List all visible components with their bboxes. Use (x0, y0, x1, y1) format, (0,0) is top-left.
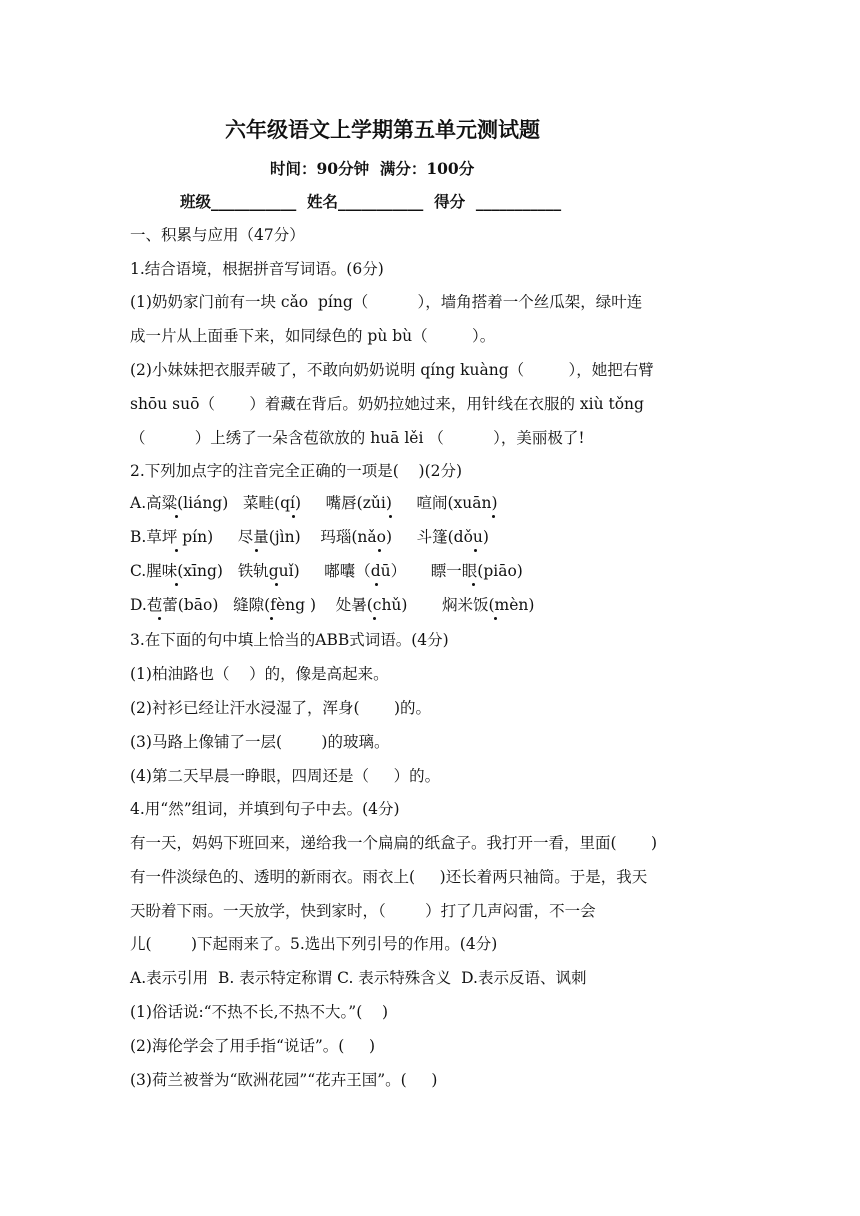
page-title: 六年级语文上学期第五单元测试题 (225, 118, 540, 142)
emphasis-dot (292, 515, 295, 518)
option-d: D.苞蕾(bāo) 缝隙(fèng ) 处暑(chǔ) 焖米饭(mèn) (130, 596, 535, 614)
emphasis-dot (389, 515, 392, 518)
option-a: A.高粱(liáng) 菜畦(qí) 嘴唇(zǔi) 喧闹(xuān) (130, 494, 498, 512)
question-text: (1)奶奶家门前有一块 cǎo píng（ ），墙角搭着一个丝瓜架，绿叶连 (130, 293, 643, 311)
question-text: (2)海伦学会了用手指“说话”。( ) (130, 1037, 376, 1055)
passage-text: 天盼着下雨。一天放学，快到家时，（ ）打了几声闷雷，不一会 (130, 902, 596, 920)
question-text: shōu suō（ ）着藏在背后。奶奶拉她过来，用针线在衣服的 xiù tǒng (130, 395, 644, 413)
question-text: (1)柏油路也（ ）的，像是高起来。 (130, 665, 389, 683)
passage-text: 儿( )下起雨来了。5.选出下列引号的作用。(4分) (130, 935, 498, 953)
question-text: （ ）上绣了一朵含苞欲放的 huā lěi （ ），美丽极了! (130, 429, 585, 447)
emphasis-dot (492, 515, 495, 518)
emphasis-dot (472, 583, 475, 586)
emphasis-dot (175, 583, 178, 586)
question-3: 3.在下面的句中填上恰当的ABB式词语。(4分) (130, 631, 449, 649)
question-text: (2)衬衫已经让汗水浸湿了，浑身( )的。 (130, 699, 432, 717)
emphasis-dot (270, 617, 273, 620)
emphasis-dot (373, 617, 376, 620)
emphasis-dot (158, 617, 161, 620)
passage-text: 有一件淡绿色的、透明的新雨衣。雨衣上( )还长着两只袖筒。于是，我天 (130, 868, 648, 886)
options-line: A.表示引用 B. 表示特定称谓 C. 表示特殊含义 D.表示反语、讽刺 (130, 969, 587, 987)
passage-text: 有一天，妈妈下班回来，递给我一个扁扁的纸盒子。我打开一看，里面( ) (130, 834, 658, 852)
question-text: (1)俗话说:“不热不长,不热不大。”( ) (130, 1003, 389, 1021)
question-text: (2)小妹妹把衣服弄破了，不敢向奶奶说明 qíng kuàng（ ），她把右臂 (130, 361, 654, 379)
emphasis-dot (375, 583, 378, 586)
emphasis-dot (255, 549, 258, 552)
question-text: (3)马路上像铺了一层( )的玻璃。 (130, 733, 390, 751)
question-1: 1.结合语境，根据拼音写词语。(6分) (130, 260, 384, 278)
section-heading: 一、积累与应用（47分） (130, 226, 305, 244)
emphasis-dot (474, 549, 477, 552)
emphasis-dot (175, 549, 178, 552)
emphasis-dot (275, 583, 278, 586)
question-text: (4)第二天早晨一睁眼，四周还是（ ）的。 (130, 767, 441, 785)
emphasis-dot (494, 617, 497, 620)
question-text: (3)荷兰被誉为“欧洲花园”“花卉王国”。( ) (130, 1071, 438, 1089)
question-2: 2.下列加点字的注音完全正确的一项是( )(2分) (130, 462, 463, 480)
option-c: C.腥味(xīng) 铁轨guǐ) 嘟囔（dū） 瞟一眼(piāo) (130, 562, 523, 580)
student-info-fields: 班级___________ 姓名___________ 得分 ___________ (180, 192, 562, 211)
question-text: 成一片从上面垂下来，如同绿色的 pù bù（ ）。 (130, 327, 496, 345)
option-b: B.草坪 pín) 尽量(jìn) 玛瑙(nǎo) 斗篷(dǒu) (130, 528, 489, 546)
question-4: 4.用“然”组词，并填到句子中去。(4分) (130, 800, 400, 818)
emphasis-dot (175, 515, 178, 518)
emphasis-dot (378, 549, 381, 552)
exam-meta: 时间：90分钟 满分：100分 (270, 159, 475, 178)
